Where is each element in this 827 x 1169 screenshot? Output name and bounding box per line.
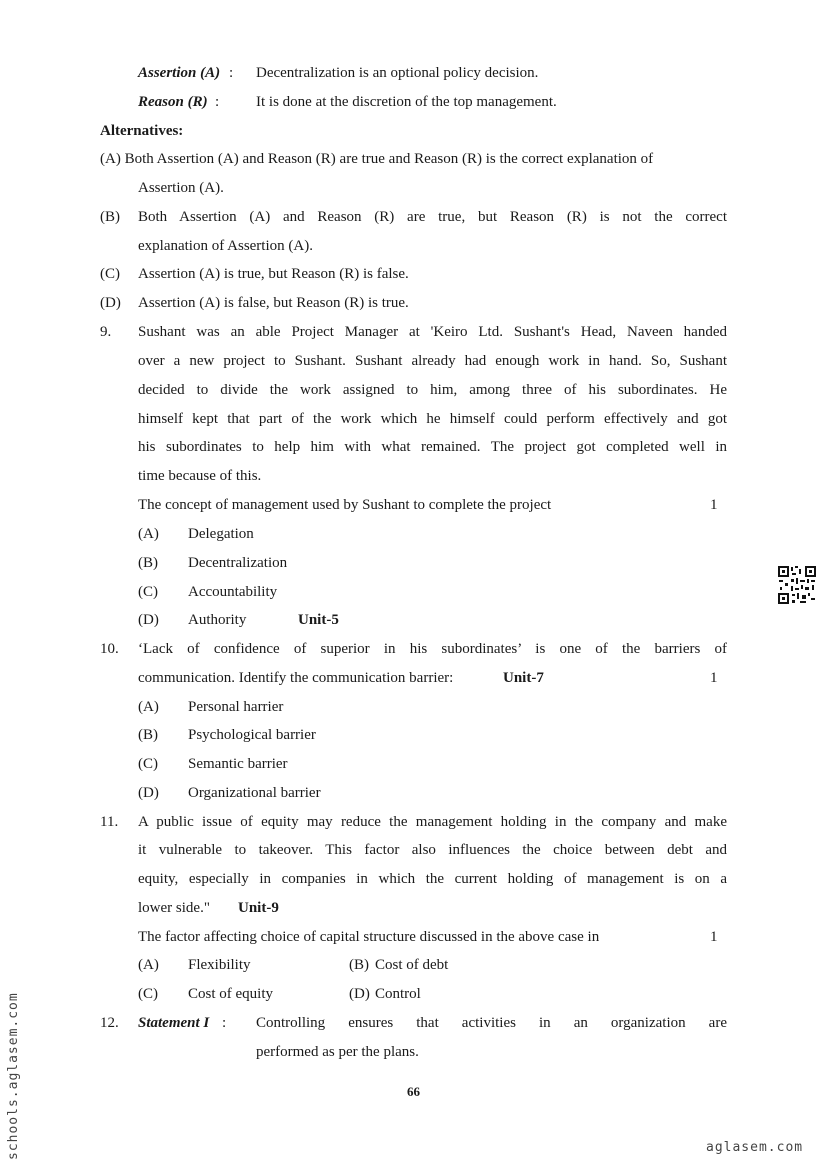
q10-unit: Unit-7 (503, 670, 544, 686)
reason-text: It is done at the discretion of the top management. (256, 94, 557, 110)
alternatives-heading: Alternatives: (100, 123, 184, 139)
q10-option-label: (C) (138, 756, 158, 772)
assertion-colon: : (229, 65, 234, 81)
q11-line3: equity, especially in companies in which the current holding of management is on a (138, 871, 727, 887)
q10-marks: 1 (710, 670, 718, 686)
q11-option-label: (D) (349, 986, 370, 1002)
alternative-d-text: Assertion (A) is false, but Reason (R) is true. (138, 295, 409, 311)
q9-line1: Sushant was an able Project Manager at 'Keiro Ltd. Sushant's Head, Naveen handed (138, 324, 727, 340)
q11-question: The factor affecting choice of capital structure discussed in the above case in (138, 929, 600, 945)
qr-code-icon (777, 565, 817, 605)
page-number: 66 (407, 1084, 420, 1099)
q9-line4: himself kept that part of the work which he himself could perform effectively and got (138, 411, 727, 427)
q9-option-text: Decentralization (188, 555, 288, 571)
q11-option-label: (A) (138, 957, 159, 973)
q11-option-label: (B) (349, 957, 369, 973)
q11-option-text: Flexibility (188, 957, 251, 973)
q10-option-label: (A) (138, 699, 159, 715)
q9-line3: decided to divide the work assigned to him, among three of his subordinates. He (138, 382, 727, 398)
q9-option-text: Authority (188, 612, 247, 628)
reason-colon: : (215, 94, 220, 110)
alternative-b-line1: Both Assertion (A) and Reason (R) are true, but Reason (R) is not the correct (138, 209, 727, 225)
q10-option-label: (D) (138, 785, 159, 801)
q12-line2: performed as per the plans. (256, 1044, 419, 1060)
q9-unit: Unit-5 (298, 612, 339, 628)
q10-option-label: (B) (138, 727, 158, 743)
q9-option-label: (D) (138, 612, 159, 628)
q9-option-text: Delegation (188, 526, 254, 542)
q9-question: The concept of management used by Sushant to complete the project (138, 497, 552, 513)
q11-line2: it vulnerable to takeover. This factor also influences the choice between debt and (138, 842, 727, 858)
q9-line5: his subordinates to help him with what remained. The project got completed well in (138, 439, 727, 455)
alternative-c-text: Assertion (A) is true, but Reason (R) is false. (138, 266, 409, 282)
alternative-b-label: (B) (100, 209, 120, 225)
alternative-a-line1: (A) Both Assertion (A) and Reason (R) are true and Reason (R) is the correct explanation of (100, 151, 654, 167)
q11-option-text: Cost of equity (188, 986, 273, 1002)
reason-label: Reason (R) (138, 94, 208, 110)
alternative-d-label: (D) (100, 295, 121, 311)
q11-line4: lower side." (138, 900, 210, 916)
assertion-label: Assertion (A) (138, 65, 221, 81)
q11-option-text: Cost of debt (375, 957, 449, 973)
q10-option-text: Psychological barrier (188, 727, 316, 743)
q9-number: 9. (100, 324, 112, 340)
q12-line1: Controlling ensures that activities in an organization are (256, 1015, 727, 1031)
q11-line1: A public issue of equity may reduce the management holding in the company and make (138, 814, 727, 830)
q9-option-label: (C) (138, 584, 158, 600)
q10-number: 10. (100, 641, 119, 657)
q11-unit: Unit-9 (238, 900, 279, 916)
assertion-text: Decentralization is an optional policy decision. (256, 65, 539, 81)
q11-option-label: (C) (138, 986, 158, 1002)
q11-marks: 1 (710, 929, 718, 945)
q12-number: 12. (100, 1015, 119, 1031)
q9-option-label: (B) (138, 555, 158, 571)
alternative-a-line2: Assertion (A). (138, 180, 224, 196)
q12-colon: : (222, 1015, 227, 1031)
q10-option-text: Semantic barrier (188, 756, 288, 772)
q9-marks: 1 (710, 497, 718, 513)
corner-watermark: aglasem.com (706, 1140, 804, 1155)
q9-option-label: (A) (138, 526, 159, 542)
q10-option-text: Personal harrier (188, 699, 284, 715)
q9-line2: over a new project to Sushant. Sushant already had enough work in hand. So, Sushant (138, 353, 727, 369)
q12-statement-label: Statement I (138, 1015, 210, 1031)
q10-line2: communication. Identify the communication barrier: (138, 670, 454, 686)
alternative-c-label: (C) (100, 266, 120, 282)
alternative-b-line2: explanation of Assertion (A). (138, 238, 313, 254)
q10-line1: ‘Lack of confidence of superior in his subordinates’ is one of the barriers of (138, 641, 727, 657)
q9-option-text: Accountability (188, 584, 278, 600)
q10-option-text: Organizational barrier (188, 785, 321, 801)
q11-number: 11. (100, 814, 119, 830)
q11-option-text: Control (375, 986, 421, 1002)
side-watermark: schools.aglasem.com (6, 992, 21, 1160)
q9-line6: time because of this. (138, 468, 262, 484)
